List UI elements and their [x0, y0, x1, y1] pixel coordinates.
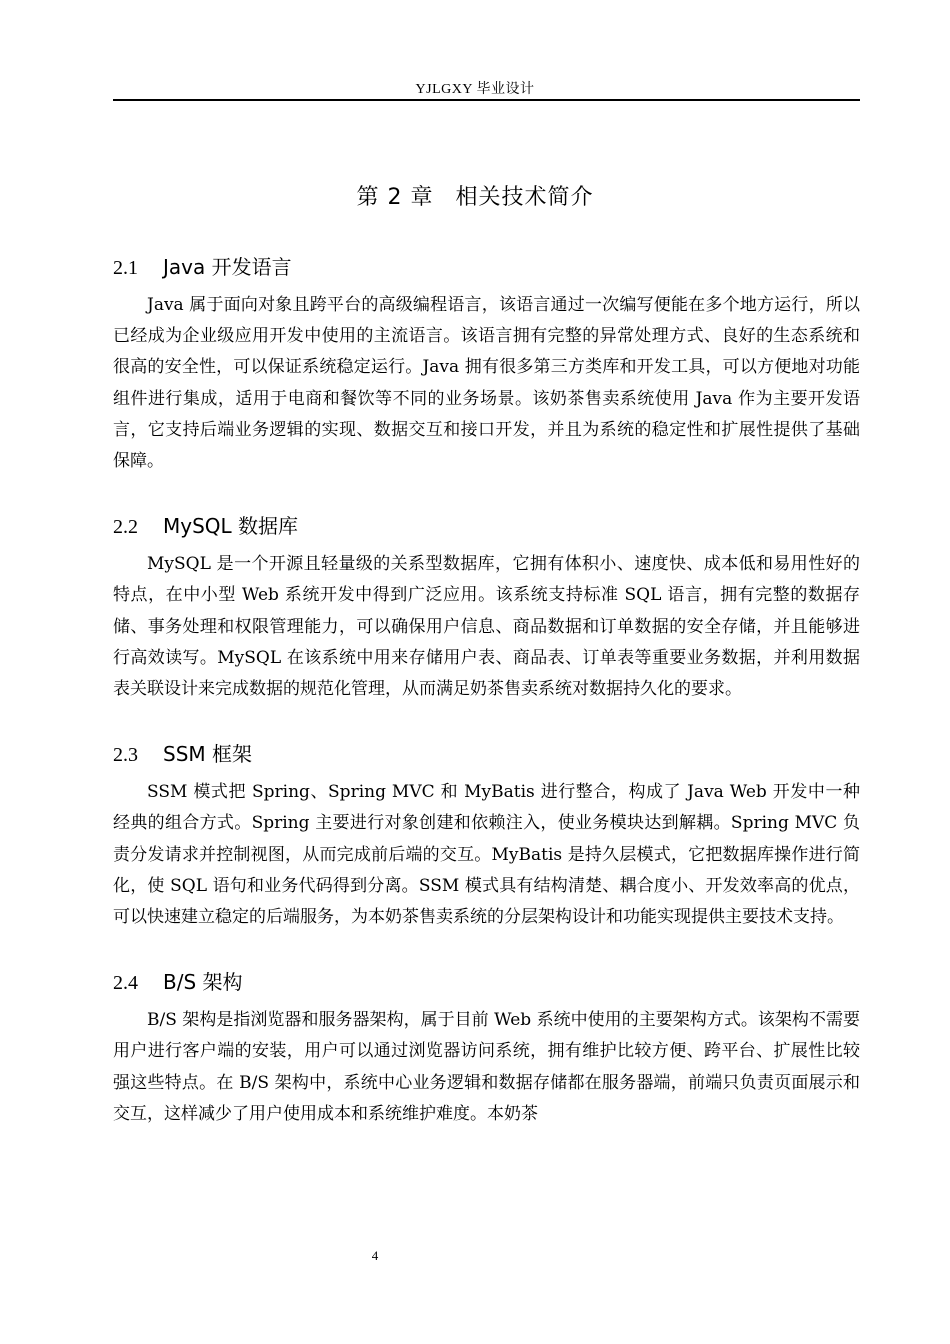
section-number: 2.2: [113, 516, 138, 539]
section-number: 2.3: [113, 744, 138, 767]
spacer: [113, 933, 860, 965]
section-heading: [113, 737, 860, 771]
page-number: 4: [371, 1248, 379, 1263]
section-heading: [113, 509, 860, 543]
section-2-4: [113, 965, 860, 1130]
chapter-title: [0, 180, 950, 211]
section-number: 2.4: [113, 972, 138, 995]
section-paragraph: MySQL 是一个开源且轻量级的关系型数据库，它拥有体积小、速度快、成本低和易用性好的特点，在中小型 Web 系统开发中得到广泛应用。该系统支持标准 SQL 语言，拥有完整的数据存储、事务处理和权限管理能力，可以确保用户信息、商品数据和订单数据的安全存储，并且能够进行高效读写。MySQL 在该系统中用来存储用户表、商品表、订单表等重要业务数据，并利用数据表关联设计来完成数据的规范化管理，从而满足奶茶售卖系统对数据持久化的要求。: [113, 554, 860, 700]
header-rule: [113, 99, 860, 101]
spacer: [113, 705, 860, 737]
section-heading: [113, 965, 860, 999]
section-title: MySQL 数据库: [163, 514, 299, 539]
section-title: Java 开发语言: [163, 255, 292, 279]
section-paragraph: B/S 架构是指浏览器和服务器架构，属于目前 Web 系统中使用的主要架构方式。该架构不需要用户进行客户端的安装，用户可以通过浏览器访问系统，拥有维护比较方便、跨平台、扩展性比较强这些特点。在 B/S 架构中，系统中心业务逻辑和数据存储都在服务器端，前端只负责页面展示和交互，这样减少了用户使用成本和系统维护难度。本奶茶: [113, 1010, 860, 1124]
spacer: [113, 477, 860, 509]
section-paragraph: Java 属于面向对象且跨平台的高级编程语言，该语言通过一次编写便能在多个地方运行，所以已经成为企业级应用开发中使用的主流语言。该语言拥有完整的异常处理方式、良好的生态系统和很高的安全性，可以保证系统稳定运行。Java 拥有很多第三方类库和开发工具，可以方便地对功能组件进行集成，适用于电商和餐饮等不同的业务场景。该奶茶售卖系统使用 Java 作为主要开发语言，它支持后端业务逻辑的实现、数据交互和接口开发，并且为系统的稳定性和扩展性提供了基础保障。: [113, 295, 860, 472]
section-heading: [113, 250, 860, 284]
section-2-2: [113, 509, 860, 705]
section-2-3: [113, 737, 860, 933]
section-title: SSM 框架: [163, 742, 253, 767]
chapter-number: 第 2 章: [356, 185, 434, 210]
section-number: 2.1: [113, 257, 138, 279]
section-2-1: [113, 250, 860, 477]
chapter-name: 相关技术简介: [455, 185, 594, 210]
main-content: [113, 250, 860, 1130]
running-header: YJLGXY 毕业设计: [415, 82, 535, 97]
section-title: B/S 架构: [163, 970, 243, 995]
section-paragraph: SSM 模式把 Spring、Spring MVC 和 MyBatis 进行整合，构成了 Java Web 开发中一种经典的组合方式。Spring 主要进行对象创建和依赖注入，使业务模块达到解耦。Spring MVC 负责分发请求并控制视图，从而完成前后端的交互。MyBatis 是持久层模式，它把数据库操作进行简化，使 SQL 语句和业务代码得到分离。SSM 模式具有结构清楚、耦合度小、开发效率高的优点，可以快速建立稳定的后端服务，为本奶茶售卖系统的分层架构设计和功能实现提供主要技术支持。: [113, 782, 860, 928]
